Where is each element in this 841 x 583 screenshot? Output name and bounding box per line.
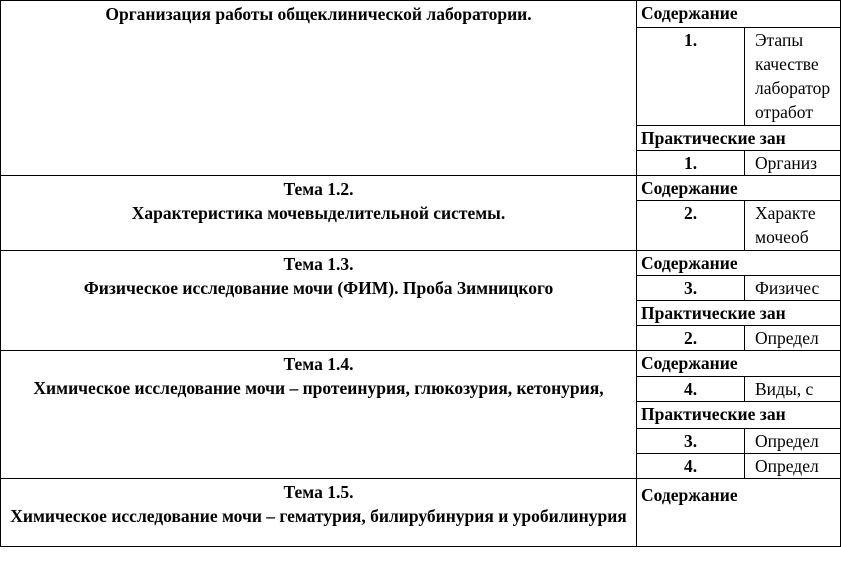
topic-cell-3	[1, 351, 637, 479]
lesson-text: Виды, с	[745, 377, 841, 402]
lesson-number: 4.	[637, 454, 745, 479]
lesson-text-line: лаборатор	[755, 78, 831, 98]
section-label-content: Содержание	[637, 351, 841, 377]
lesson-text: Физичес	[745, 276, 841, 301]
topic-number: Тема 1.5.	[283, 482, 354, 502]
topic-title: Физическое исследование мочи (ФИМ). Проба Зимницкого	[83, 278, 554, 298]
lesson-text	[745, 201, 841, 251]
section-label-content: Содержание	[637, 176, 841, 201]
lesson-number: 2.	[637, 326, 745, 351]
lesson-text-line: мочеоб	[755, 227, 809, 247]
lesson-text: Определ	[745, 326, 841, 351]
topic-number: Тема 1.4.	[283, 354, 354, 374]
topic-cell-4	[1, 479, 637, 547]
lesson-number: 2.	[637, 201, 745, 251]
topic-cell-2	[1, 251, 637, 351]
lesson-text-line: отработ	[755, 102, 813, 122]
section-label-practice: Практические зан	[637, 301, 841, 326]
topic-title: Характеристика мочевыделительной системы.	[131, 203, 506, 223]
lesson-number: 4.	[637, 377, 745, 402]
section-label-content: Содержание	[637, 479, 841, 547]
topic-cell-0	[1, 1, 637, 176]
lesson-text: Определ	[745, 429, 841, 454]
lesson-text	[745, 28, 841, 126]
section-label-content: Содержание	[637, 251, 841, 276]
topic-title: Химическое исследование мочи – гематурия, билирубинурия и уробилинурия	[10, 506, 627, 526]
section-label-practice: Практические зан	[637, 402, 841, 429]
topic-title: Организация работы общеклинической лаборатории.	[105, 4, 532, 24]
topic-number: Тема 1.2.	[283, 179, 354, 199]
lesson-number: 3.	[637, 429, 745, 454]
topic-number: Тема 1.3.	[283, 254, 354, 274]
section-label-practice: Практические зан	[637, 126, 841, 151]
section-label-content: Содержание	[637, 1, 841, 28]
lesson-text-line: качестве	[755, 54, 819, 74]
lesson-number: 1.	[637, 151, 745, 176]
topic-cell-1	[1, 176, 637, 251]
lesson-text: Организ	[745, 151, 841, 176]
topic-title: Химическое исследование мочи – протеинурия, глюкозурия, кетонурия,	[33, 378, 604, 398]
lesson-text-line: Этапы	[755, 30, 804, 50]
lesson-number: 1.	[637, 28, 745, 126]
lesson-text: Определ	[745, 454, 841, 479]
lesson-text-line: Характе	[755, 203, 816, 223]
lesson-number: 3.	[637, 276, 745, 301]
